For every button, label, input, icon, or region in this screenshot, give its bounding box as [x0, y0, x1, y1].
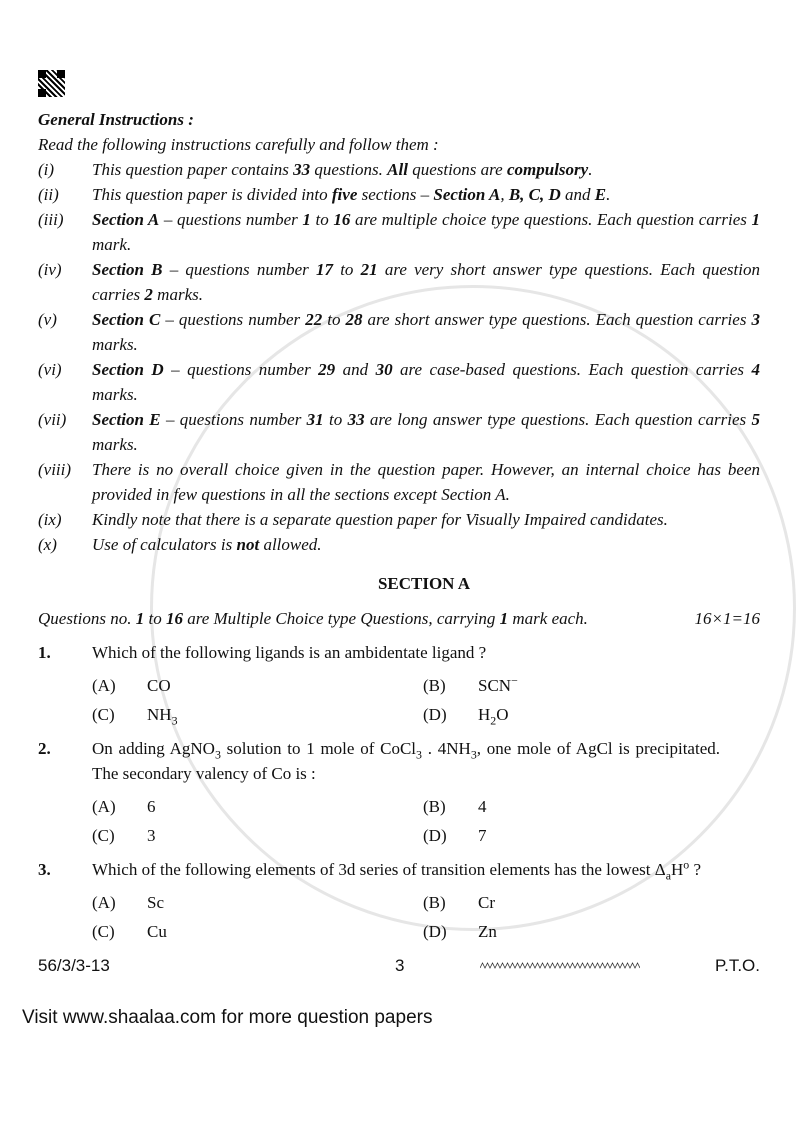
instructions-intro: Read the following instructions carefully and follow them : — [38, 135, 439, 154]
text-segment: a — [665, 868, 671, 883]
section-intro-text — [38, 609, 588, 628]
instruction-number: (i) — [38, 160, 55, 179]
text-segment: – questions number — [160, 310, 306, 329]
paper-code: 56/3/3-13 — [38, 956, 110, 975]
text-segment: . — [588, 160, 593, 179]
instruction-item — [38, 532, 760, 557]
text-segment: Section C — [92, 310, 161, 329]
text-segment: five — [331, 185, 358, 204]
option-item[interactable] — [423, 702, 760, 727]
text-segment: – questions number — [160, 410, 307, 429]
text-segment: not — [236, 535, 260, 554]
text-segment: 5 — [751, 410, 760, 429]
question-number: 3. — [38, 860, 51, 879]
text-segment: to — [144, 609, 166, 628]
options-grid — [92, 673, 760, 727]
wavy-line-decoration — [480, 962, 640, 970]
option-label[interactable]: (B) — [423, 893, 446, 912]
option-label[interactable]: (C) — [92, 826, 115, 845]
instruction-item — [38, 507, 760, 532]
option-text[interactable] — [478, 890, 495, 915]
option-item[interactable] — [92, 823, 423, 848]
text-segment: On adding AgNO — [92, 739, 215, 758]
question-item — [38, 857, 760, 882]
text-segment: to — [322, 310, 346, 329]
text-segment: . 4NH — [421, 739, 471, 758]
text-segment: are long answer type questions. Each question carries — [364, 410, 752, 429]
text-segment: marks. — [152, 285, 203, 304]
text-segment: 6 — [147, 797, 156, 816]
page-number: 3 — [395, 956, 405, 975]
text-segment: 2 — [490, 713, 497, 728]
text-segment: questions are — [407, 160, 507, 179]
instruction-number: (vi) — [38, 360, 62, 379]
text-segment: Questions no. — [38, 609, 136, 628]
text-segment: 33 — [293, 160, 311, 179]
text-segment: 2 — [144, 285, 153, 304]
instruction-item — [38, 307, 760, 357]
text-segment: SCN — [478, 676, 512, 695]
section-intro — [38, 606, 760, 631]
text-segment: 17 — [316, 260, 333, 279]
option-text[interactable] — [478, 823, 487, 848]
option-item[interactable] — [92, 702, 423, 727]
text-segment: are case-based questions. Each question carries — [392, 360, 752, 379]
option-item[interactable] — [92, 919, 423, 944]
option-item[interactable] — [92, 794, 423, 819]
text-segment: , one mole of AgCl is precipitated. The secondary valency of Co is : — [92, 739, 720, 783]
text-segment: 3 — [171, 713, 178, 728]
option-text[interactable] — [147, 673, 171, 698]
text-segment: are multiple choice type questions. Each question carries — [350, 210, 752, 229]
instruction-text — [92, 532, 760, 557]
option-label[interactable]: (A) — [92, 797, 116, 816]
instruction-number: (ix) — [38, 510, 62, 529]
text-segment: – questions number — [163, 360, 319, 379]
option-item[interactable] — [423, 890, 760, 915]
option-label[interactable]: (C) — [92, 705, 115, 724]
instruction-item — [38, 357, 760, 407]
text-segment: All — [387, 160, 408, 179]
option-text[interactable] — [147, 702, 178, 727]
question-text — [92, 857, 720, 882]
text-segment: NH — [147, 705, 172, 724]
text-segment: are Multiple Choice type Questions, carrying — [182, 609, 500, 628]
text-segment: to — [310, 210, 334, 229]
instruction-text — [92, 257, 760, 307]
text-segment: 3 — [470, 747, 477, 762]
option-item[interactable] — [423, 794, 760, 819]
text-segment: Cu — [147, 922, 167, 941]
question-item — [38, 640, 760, 665]
instruction-text — [92, 182, 760, 207]
text-segment: questions. — [310, 160, 388, 179]
option-label[interactable]: (A) — [92, 676, 116, 695]
instruction-number: (x) — [38, 535, 57, 554]
text-segment: Cr — [478, 893, 495, 912]
option-text[interactable] — [147, 919, 167, 944]
text-segment: Which of the following ligands is an ambidentate ligand ? — [92, 643, 487, 662]
text-segment: and — [335, 360, 376, 379]
text-segment: allowed. — [259, 535, 322, 554]
text-segment: ? — [689, 860, 701, 879]
option-text[interactable] — [478, 673, 518, 698]
question-item — [38, 736, 760, 786]
text-segment: to — [323, 410, 348, 429]
text-segment: 3 — [214, 747, 221, 762]
option-text[interactable] — [478, 702, 509, 727]
text-segment: Section A — [433, 185, 501, 204]
instruction-number: (ii) — [38, 185, 59, 204]
text-segment: solution to 1 mole of CoCl — [220, 739, 417, 758]
text-segment: marks. — [92, 435, 138, 454]
text-segment: 30 — [375, 360, 393, 379]
option-item[interactable] — [92, 673, 423, 698]
text-segment: 29 — [318, 360, 336, 379]
instruction-item — [38, 407, 760, 457]
text-segment: 1 — [302, 210, 311, 229]
text-segment: – questions number — [159, 210, 303, 229]
text-segment: H — [478, 705, 491, 724]
instruction-text — [92, 157, 760, 182]
instructions-title: General Instructions : — [38, 110, 194, 129]
option-label[interactable]: (A) — [92, 893, 116, 912]
text-segment: Which of the following elements of 3d series of transition elements has the lowest Δ — [92, 860, 666, 879]
option-label[interactable]: (D) — [423, 922, 447, 941]
instruction-item — [38, 207, 760, 257]
option-text[interactable] — [147, 794, 156, 819]
text-segment: 33 — [347, 410, 365, 429]
text-segment: 4 — [478, 797, 487, 816]
text-segment: marks. — [92, 385, 138, 404]
instruction-item — [38, 257, 760, 307]
text-segment: to — [333, 260, 361, 279]
text-segment: H — [670, 860, 684, 879]
page-footer — [38, 954, 760, 978]
qr-code-icon — [38, 70, 65, 97]
text-segment: – questions number — [162, 260, 316, 279]
text-segment: marks. — [92, 335, 138, 354]
text-segment: 16 — [333, 210, 351, 229]
text-segment: Section D — [92, 360, 164, 379]
text-segment: 4 — [751, 360, 761, 379]
instruction-item — [38, 182, 760, 207]
text-segment: are very short answer type questions. Each question carries — [92, 260, 760, 304]
text-segment: mark each. — [508, 609, 588, 628]
text-segment: o — [683, 857, 690, 872]
text-segment: 3 — [751, 310, 760, 329]
instruction-number: (viii) — [38, 460, 72, 479]
option-item[interactable] — [92, 890, 423, 915]
instruction-number: (vii) — [38, 410, 67, 429]
visit-link[interactable]: Visit www.shaalaa.com for more question papers — [22, 1007, 433, 1028]
instruction-text — [92, 457, 760, 507]
text-segment: 31 — [306, 410, 324, 429]
text-segment: Kindly note that there is a separate question paper for Visually Impaired candidates. — [92, 510, 668, 529]
section-marks: 16×1=16 — [694, 609, 760, 628]
instruction-text — [92, 357, 760, 407]
text-segment: Sc — [147, 893, 164, 912]
instructions-list — [38, 157, 760, 557]
option-text[interactable] — [478, 919, 497, 944]
option-text[interactable] — [147, 823, 156, 848]
text-segment: Zn — [478, 922, 497, 941]
instruction-text — [92, 407, 760, 457]
text-segment: There is no overall choice given in the question paper. However, an internal choice has been provided in few questions in all the sections except Section A. — [92, 460, 760, 504]
text-segment: 16 — [165, 609, 183, 628]
text-segment: are short answer type questions. Each question carries — [362, 310, 752, 329]
option-text[interactable] — [478, 794, 487, 819]
instruction-number: (v) — [38, 310, 57, 329]
text-segment: Section B — [92, 260, 163, 279]
text-segment: mark. — [92, 235, 132, 254]
instruction-text — [92, 507, 760, 532]
questions-list — [38, 640, 760, 944]
text-segment: B, C, D — [508, 185, 561, 204]
option-label[interactable]: (D) — [423, 705, 447, 724]
section-title: SECTION A — [377, 574, 471, 593]
option-label[interactable]: (B) — [423, 797, 446, 816]
text-segment: Use of calculators is — [92, 535, 237, 554]
option-item[interactable] — [423, 673, 760, 698]
option-label[interactable]: (B) — [423, 676, 446, 695]
question-number: 1. — [38, 643, 51, 662]
text-segment: E — [594, 185, 607, 204]
text-segment: CO — [147, 676, 171, 695]
text-segment: O — [496, 705, 509, 724]
text-segment: 22 — [305, 310, 323, 329]
option-item[interactable] — [423, 919, 760, 944]
text-segment: . — [606, 185, 611, 204]
question-text — [92, 640, 720, 665]
text-segment: 3 — [147, 826, 156, 845]
text-segment: 28 — [345, 310, 363, 329]
text-segment: − — [511, 673, 518, 688]
option-label[interactable]: (C) — [92, 922, 115, 941]
pto-label: P.T.O. — [714, 956, 760, 975]
text-segment: 21 — [360, 260, 378, 279]
option-label[interactable]: (D) — [423, 826, 447, 845]
instruction-item — [38, 457, 760, 507]
text-segment: Section E — [92, 410, 161, 429]
text-segment: compulsory — [506, 160, 589, 179]
question-number: 2. — [38, 739, 51, 758]
text-segment: 1 — [499, 609, 509, 628]
instruction-text — [92, 207, 760, 257]
instruction-number: (iii) — [38, 210, 64, 229]
text-segment: 3 — [416, 747, 422, 762]
instruction-number: (iv) — [38, 260, 62, 279]
option-text[interactable] — [147, 890, 164, 915]
option-item[interactable] — [423, 823, 760, 848]
text-segment: 7 — [478, 826, 487, 845]
options-grid — [92, 794, 760, 848]
options-grid — [92, 890, 760, 944]
instruction-item — [38, 157, 760, 182]
text-segment: and — [560, 185, 595, 204]
text-segment: This question paper contains — [92, 160, 294, 179]
question-text — [92, 736, 720, 786]
text-segment: , — [500, 185, 509, 204]
text-segment: Section A — [92, 210, 160, 229]
text-segment: 1 — [751, 210, 761, 229]
text-segment: 1 — [135, 609, 145, 628]
instruction-text — [92, 307, 760, 357]
text-segment: This question paper is divided into — [92, 185, 332, 204]
text-segment: sections – — [357, 185, 434, 204]
